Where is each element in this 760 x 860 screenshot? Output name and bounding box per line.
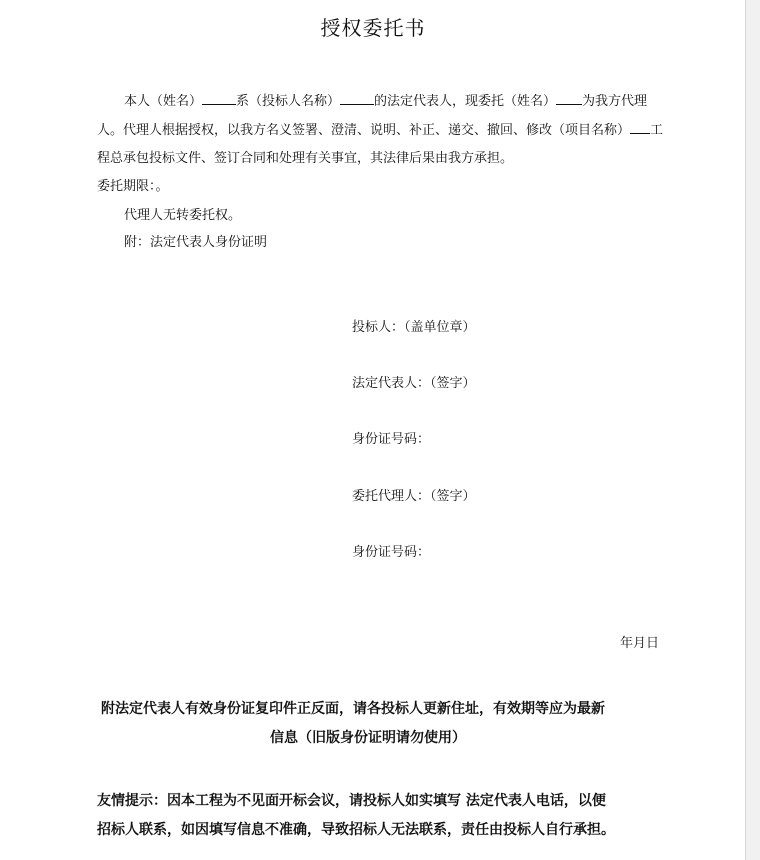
legal-rep-signature-line: 法定代表人：（签字） xyxy=(352,376,476,391)
text-segment: 本人（姓名） xyxy=(124,94,203,109)
document-title: 授权委托书 xyxy=(320,16,426,40)
id-number-line-2: 身份证号码： xyxy=(352,545,431,560)
notice-1-line-1: 附法定代表人有效身份证复印件正反面，请各投标人更新住址，有效期等应为最新 xyxy=(101,701,605,717)
term-line: 委托期限：。 xyxy=(97,179,169,194)
blank-underline xyxy=(202,92,236,105)
text-segment: 系（投标人名称） xyxy=(236,94,341,109)
paragraph-line-3: 程总承包投标文件、签订合同和处理有关事宜，其法律后果由我方承担。 xyxy=(97,151,514,166)
notice-2-line-1: 友情提示：因本工程为不见面开标会议，请投标人如实填写 法定代表人电话，以便 xyxy=(97,793,606,809)
bidder-signature-line: 投标人：（盖单位章） xyxy=(352,320,476,335)
attachment-line: 附：法定代表人身份证明 xyxy=(124,235,268,250)
text-segment: 人。代理人根据授权，以我方名义签署、澄清、说明、补正、递交、撤回、修改（项目名称） xyxy=(97,123,631,138)
id-number-line-1: 身份证号码： xyxy=(352,432,431,447)
notice-2-line-2: 招标人联系，如因填写信息不准确，导致招标人无法联系，责任由投标人自行承担。 xyxy=(97,822,615,838)
agent-signature-line: 委托代理人：（签字） xyxy=(352,489,476,504)
no-transfer-line: 代理人无转委托权。 xyxy=(124,208,242,223)
blank-underline xyxy=(340,92,374,105)
date-line: 年月日 xyxy=(620,636,660,651)
text-segment: 的法定代表人，现委托（姓名） xyxy=(374,94,557,109)
notice-1-line-2: 信息（旧版身份证明请勿使用） xyxy=(270,730,466,746)
blank-underline xyxy=(556,92,582,105)
blank-underline xyxy=(630,121,650,134)
text-segment: 为我方代理 xyxy=(582,94,648,109)
text-segment: 工 xyxy=(650,123,664,138)
viewer-right-edge xyxy=(745,0,760,860)
paragraph-line-2 xyxy=(97,119,663,138)
paragraph-line-1 xyxy=(124,90,647,109)
